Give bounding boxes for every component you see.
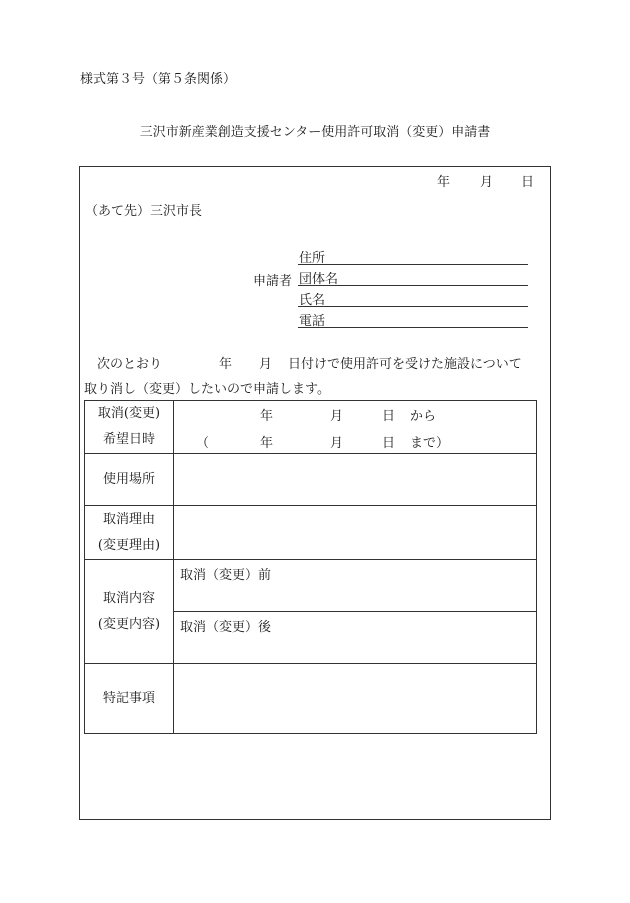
organization-field[interactable] (298, 269, 528, 286)
dt2-day: 日 (382, 436, 396, 451)
form-number: 様式第３号（第５条関係） (80, 72, 237, 87)
dt1-day: 日 (382, 409, 396, 424)
table-row (85, 454, 537, 506)
name-label: 氏名 (299, 293, 326, 308)
table-row (85, 401, 537, 454)
applicant-label: 申請者 (253, 274, 293, 289)
dt2-open: （ (196, 436, 210, 451)
name-field[interactable] (298, 290, 528, 307)
notes-value-cell[interactable] (174, 664, 537, 734)
organization-label: 団体名 (299, 272, 339, 287)
statement-year: 年 (219, 357, 233, 372)
date-month-label: 月 (480, 175, 494, 190)
content-before-cell[interactable] (174, 560, 537, 612)
dt2-month: 月 (330, 436, 344, 451)
address-label: 住所 (299, 251, 326, 266)
content-before-label: 取消（変更）前 (180, 568, 272, 583)
reason-label-2: (変更理由) (97, 537, 161, 553)
location-label: 使用場所 (85, 454, 174, 506)
dt1-month: 月 (330, 409, 344, 424)
statement-line2: 取り消し（変更）したいので申請します。 (84, 382, 330, 397)
phone-label: 電話 (299, 314, 326, 329)
datetime-value-cell[interactable] (174, 401, 537, 454)
date-day-label: 日 (521, 175, 535, 190)
dt1-year: 年 (260, 409, 274, 424)
datetime-label-cell (85, 401, 174, 454)
dt1-suffix: から (410, 409, 437, 424)
location-value-cell[interactable] (174, 454, 537, 506)
reason-label-cell (85, 506, 174, 560)
address-field[interactable] (298, 248, 528, 265)
datetime-label-1: 取消(変更) (97, 406, 161, 421)
statement-suffix: 日付けで使用許可を受けた施設について (288, 357, 522, 372)
dt2-year: 年 (260, 436, 274, 451)
content-after-cell[interactable] (174, 612, 537, 664)
reason-value-cell[interactable] (174, 506, 537, 560)
content-after-label: 取消（変更）後 (180, 620, 272, 635)
phone-field[interactable] (298, 311, 528, 328)
statement-month: 月 (259, 357, 273, 372)
detail-table (84, 400, 537, 734)
table-row (85, 664, 537, 734)
content-label-2: (変更内容) (97, 616, 161, 632)
content-label-cell (85, 560, 174, 664)
reason-label-1: 取消理由 (102, 511, 155, 527)
date-year-label: 年 (437, 175, 451, 190)
table-row (85, 506, 537, 560)
statement-prefix: 次のとおり (97, 357, 163, 372)
content-label-1: 取消内容 (102, 590, 155, 606)
addressee: （あて先）三沢市長 (85, 204, 203, 219)
notes-label: 特記事項 (85, 664, 174, 734)
dt2-suffix: まで） (410, 436, 450, 451)
datetime-label-2: 希望日時 (102, 432, 155, 447)
table-row (85, 560, 537, 612)
form-title: 三沢市新産業創造支援センター使用許可取消（変更）申請書 (139, 125, 491, 140)
